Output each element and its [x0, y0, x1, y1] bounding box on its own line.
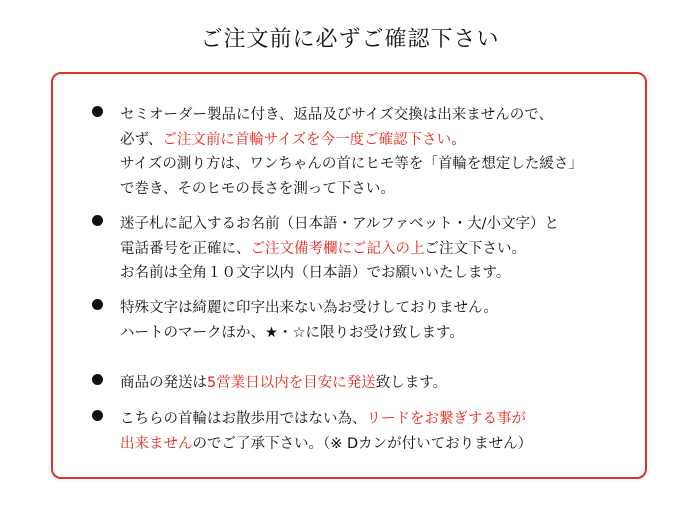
page-title: ご注文前に必ずご確認下さい: [200, 27, 500, 52]
highlighted-text: 出来ません: [120, 435, 193, 452]
text-segment: 迷子札に記入するお名前（日本語・アルファベット・大/小文字）と: [120, 216, 560, 232]
notice-box: [51, 72, 647, 479]
notice-line: [120, 407, 640, 432]
text-segment: こちらの首輪はお散歩用ではない為、: [120, 411, 367, 427]
highlighted-text: 5営業日以内を目安に発送: [207, 375, 376, 391]
text-segment: で巻き、そのヒモの長さを測って下さい。: [120, 180, 395, 197]
text-segment: 。: [451, 131, 466, 148]
text-segment: お名前は全角１０文字以内（日本語）でお願いいたします。: [120, 265, 511, 281]
notice-line: [120, 152, 640, 177]
text-segment: 必ず、: [120, 131, 163, 148]
notice-line: [120, 177, 640, 202]
notice-line: [120, 103, 640, 128]
notice-line: [120, 261, 640, 286]
text-segment: セミオーダー製品に付き、返品及びサイズ交換は出来ませんので、: [120, 107, 553, 123]
bullet-icon: [92, 299, 103, 310]
bullet-icon: [92, 410, 103, 421]
notice-line: [120, 321, 640, 346]
text-segment: 電話番号を正確に、: [120, 240, 251, 257]
bullet-icon: [92, 374, 103, 385]
highlighted-text: リードをお繋ぎする事が: [366, 411, 526, 427]
text-segment: ご注文下さい。: [424, 240, 526, 257]
bullet-icon: [92, 106, 103, 117]
text-segment: 特殊文字は綺麗に印字出来ない為お受けしておりません。: [120, 300, 498, 316]
notice-line: [120, 371, 640, 396]
text-segment: 商品の発送は: [120, 375, 207, 391]
text-segment: ハートのマークほか、★・☆に限りお受け致します。: [120, 324, 464, 341]
highlighted-text: ご注文前に首輪サイズを今一度ご確認下さい: [162, 131, 452, 148]
notice-line: [120, 237, 640, 262]
highlighted-text: ご注文備考欄にご記入の上: [250, 240, 425, 257]
notice-line: [120, 296, 640, 321]
text-segment: サイズの測り方は、ワンちゃんの首にヒモ等を「首輪を想定した緩さ」: [120, 156, 583, 172]
text-segment: 致します。: [375, 375, 448, 391]
text-segment: のでご了承下さい。（※ Dカンが付いておりません）: [192, 435, 533, 452]
notice-line: [120, 432, 640, 457]
notice-line: [120, 128, 640, 153]
notice-line: [120, 212, 640, 237]
bullet-icon: [92, 215, 103, 226]
